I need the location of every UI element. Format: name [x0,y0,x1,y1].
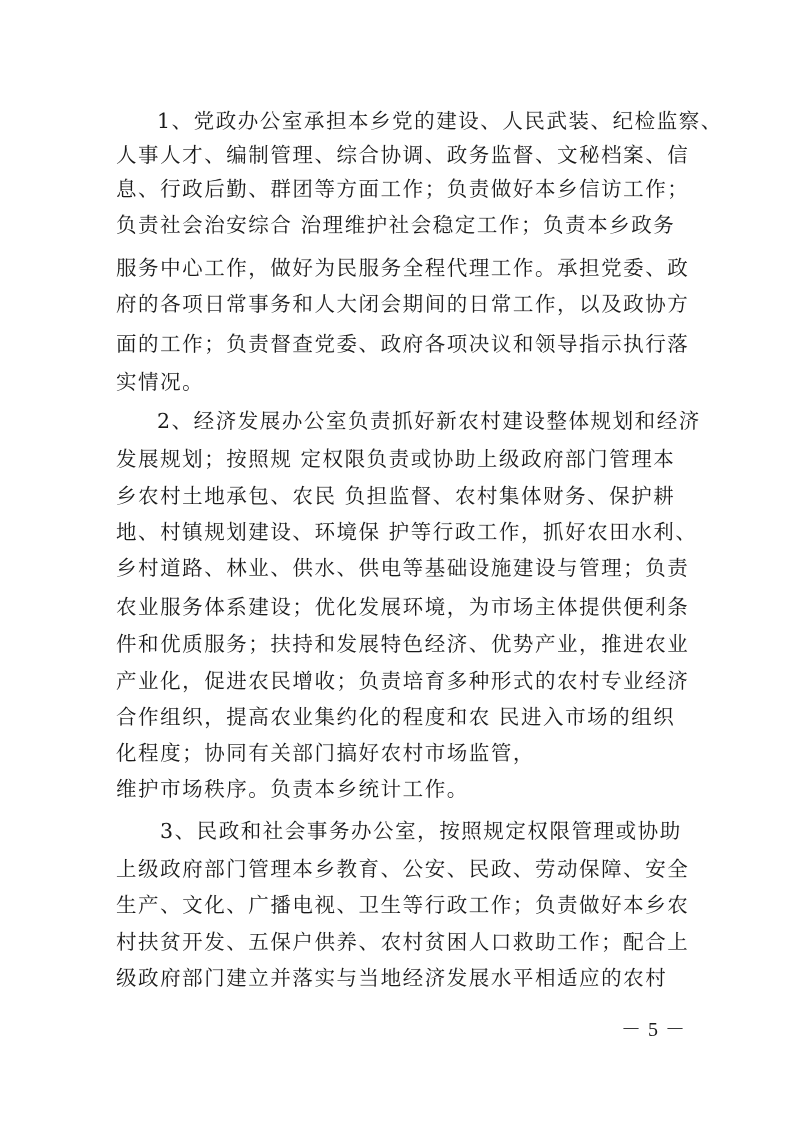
text-line: 地、村镇规划建设、环境保 护等行政工作，抓好农田水利、 [116,520,698,544]
text-line: 合作组织，提高农业集约化的程度和农 民进入市场的组织 [116,705,676,729]
text-line: 发展规划；按照规 定权限负责或协助上级政府部门管理本 [116,447,676,471]
text-line: 上级政府部门管理本乡教育、公安、民政、劳动保障、安全 [116,857,690,881]
text-line: 件和优质服务；扶持和发展特色经济、优势产业，推进农业 [116,632,690,656]
text-line: 乡农村土地承包、农民 负担监督、农村集体财务、保护耕 [116,484,676,508]
text-line: 村扶贫开发、五保户供养、农村贫困人口救助工作；配合上 [116,930,690,954]
text-line: 服务中心工作，做好为民服务全程代理工作。承担党委、政 [116,256,690,280]
text-line: 息、行政后勤、群团等方面工作；负责做好本乡信访工作； [116,177,690,201]
text-line: 府的各项日常事务和人大闭会期间的日常工作，以及政协方 [116,292,690,316]
text-line: 维护市场秩序。负责本乡统计工作。 [116,777,469,801]
text-line: 人事人才、编制管理、综合协调、政务监督、文秘档案、信 [116,143,690,167]
text-line: 2、经济发展办公室负责抓好新农村建设整体规划和经济 [157,409,701,433]
text-line: 实情况。 [116,370,205,394]
text-line: 生产、文化、广播电视、卫生等行政工作；负责做好本乡农 [116,893,690,917]
text-line: 3、民政和社会事务办公室，按照规定权限管理或协助 [160,819,682,843]
text-line: 1、党政办公室承担本乡党的建设、人民武装、纪检监察、 [157,109,723,133]
text-line: 乡村道路、林业、供水、供电等基础设施建设与管理；负责 [116,556,690,580]
text-line: 级政府部门建立并落实与当地经济发展水平相适应的农村 [116,966,668,990]
text-line: 产业化，促进农民增收；负责培育多种形式的农村专业经济 [116,669,690,693]
text-line: 农业服务体系建设；优化发展环境，为市场主体提供便利条 [116,595,690,619]
text-line: 面的工作；负责督查党委、政府各项决议和领导指示执行落 [116,332,690,356]
text-line: 化程度；协同有关部门搞好农村市场监管， [116,741,535,765]
text-line: 负责社会治安综合 治理维护社会稳定工作；负责本乡政务 [116,213,676,237]
page-number: － 5 － [621,1019,686,1041]
